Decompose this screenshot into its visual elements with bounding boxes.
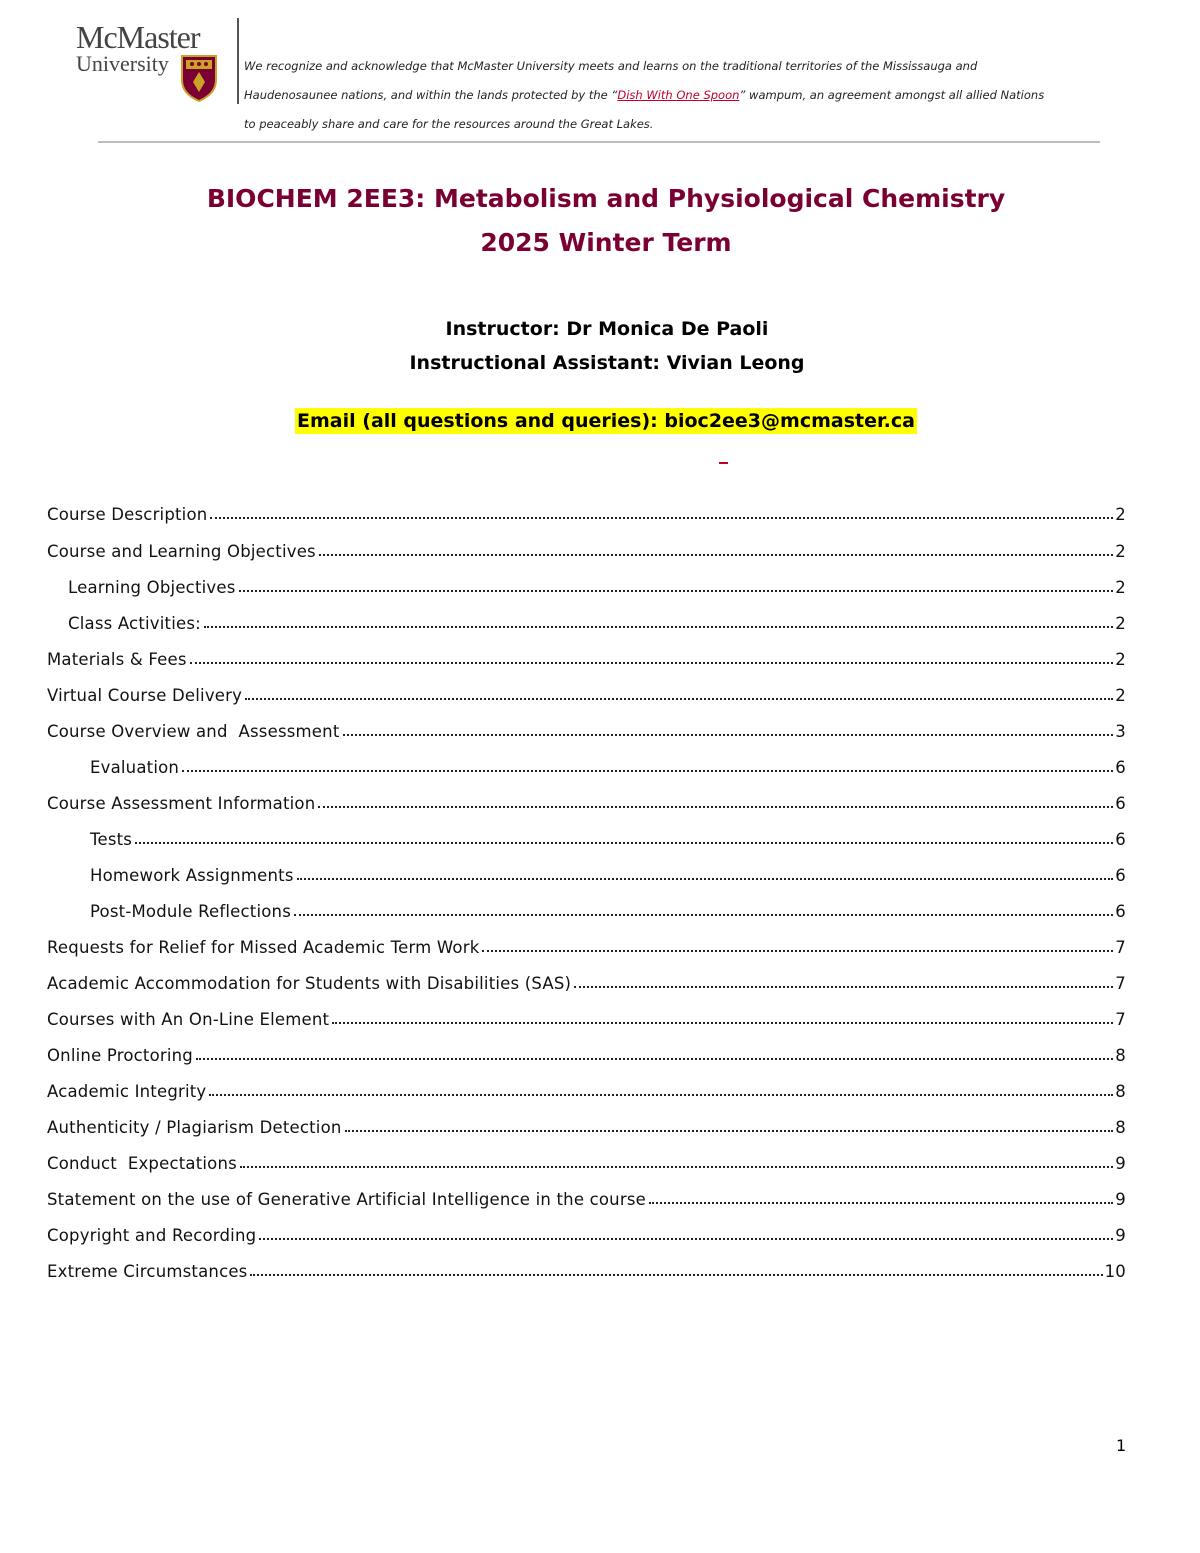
toc-entry[interactable] bbox=[47, 645, 1126, 669]
toc-entry-label: Academic Accommodation for Students with Disabilities (SAS) bbox=[47, 974, 572, 993]
toc-leader-dots bbox=[294, 914, 1113, 916]
toc-entry-page: 2 bbox=[1115, 614, 1126, 633]
toc-entry[interactable] bbox=[90, 753, 1126, 777]
toc-leader-dots bbox=[343, 734, 1114, 736]
toc-entry-page: 3 bbox=[1115, 722, 1126, 741]
ack-line-2 bbox=[244, 81, 1124, 110]
toc-leader-dots bbox=[210, 517, 1113, 519]
dish-with-one-spoon-link[interactable]: Dish With One Spoon bbox=[617, 88, 740, 102]
toc-entry-page: 6 bbox=[1115, 830, 1126, 849]
toc-leader-dots bbox=[574, 986, 1113, 988]
page-number: 1 bbox=[1116, 1436, 1127, 1455]
toc-entry[interactable] bbox=[47, 500, 1126, 524]
toc-entry[interactable] bbox=[47, 1185, 1126, 1209]
toc-entry-label: Class Activities: bbox=[68, 614, 201, 633]
toc-entry[interactable] bbox=[68, 573, 1126, 597]
toc-entry-page: 2 bbox=[1115, 686, 1126, 705]
toc-entry[interactable] bbox=[47, 1041, 1126, 1065]
toc-entry-label: Course Overview and Assessment bbox=[47, 722, 340, 741]
toc-entry-page: 8 bbox=[1115, 1118, 1126, 1137]
toc-entry[interactable] bbox=[47, 1149, 1126, 1173]
ack-line-1: We recognize and acknowledge that McMaster University meets and learns on the traditional territories of the Mississauga and bbox=[244, 59, 978, 73]
toc-entry[interactable] bbox=[47, 1113, 1126, 1137]
toc-entry-label: Course Assessment Information bbox=[47, 794, 316, 813]
toc-leader-dots bbox=[345, 1130, 1114, 1132]
toc-leader-dots bbox=[190, 662, 1114, 664]
toc-entry[interactable] bbox=[90, 861, 1126, 885]
toc-entry-label: Homework Assignments bbox=[90, 866, 294, 885]
toc-entry-page: 10 bbox=[1104, 1262, 1126, 1281]
toc-entry-label: Statement on the use of Generative Artificial Intelligence in the course bbox=[47, 1190, 646, 1209]
toc-entry-page: 2 bbox=[1115, 650, 1126, 669]
crest-icon bbox=[180, 54, 218, 102]
toc-leader-dots bbox=[319, 554, 1113, 556]
toc-entry-label: Virtual Course Delivery bbox=[47, 686, 243, 705]
instructor: Instructor: Dr Monica De Paoli bbox=[445, 318, 769, 340]
toc-entry[interactable] bbox=[47, 933, 1126, 957]
toc-entry-label: Academic Integrity bbox=[47, 1082, 207, 1101]
mcmaster-logo bbox=[76, 20, 226, 106]
course-title: BIOCHEM 2EE3: Metabolism and Physiological Chemistry bbox=[206, 184, 1006, 213]
toc-entry-page: 7 bbox=[1115, 938, 1126, 957]
ack-line-2-end: ” wampum, an agreement amongst all allied Nations bbox=[739, 88, 1045, 102]
toc-entry-page: 8 bbox=[1115, 1082, 1126, 1101]
toc-entry-page: 7 bbox=[1115, 1010, 1126, 1029]
toc-entry[interactable] bbox=[47, 1257, 1126, 1281]
toc-entry-page: 6 bbox=[1115, 866, 1126, 885]
toc-entry[interactable] bbox=[47, 789, 1126, 813]
toc-entry-page: 2 bbox=[1115, 542, 1126, 561]
ack-line-2-start: Haudenosaunee nations, and within the lands protected by the “ bbox=[244, 88, 618, 102]
toc-entry-label: Post-Module Reflections bbox=[90, 902, 292, 921]
logo-wordmark-bottom: University bbox=[76, 51, 169, 76]
toc-entry[interactable] bbox=[90, 897, 1126, 921]
toc-entry[interactable] bbox=[47, 969, 1126, 993]
toc-leader-dots bbox=[482, 950, 1113, 952]
toc-leader-dots bbox=[297, 878, 1114, 880]
header-rule bbox=[98, 141, 1100, 143]
page-header bbox=[0, 0, 1200, 150]
toc-entry-label: Online Proctoring bbox=[47, 1046, 193, 1065]
toc-entry-page: 9 bbox=[1115, 1190, 1126, 1209]
toc-entry-page: 8 bbox=[1115, 1046, 1126, 1065]
logo-wordmark-top: McMaster bbox=[76, 19, 200, 55]
header-divider bbox=[237, 18, 239, 104]
toc-entry[interactable] bbox=[47, 1221, 1126, 1245]
toc-entry-page: 7 bbox=[1115, 974, 1126, 993]
instructional-assistant: Instructional Assistant: Vivian Leong bbox=[409, 352, 805, 374]
ack-line-3: to peaceably share and care for the resources around the Great Lakes. bbox=[244, 117, 654, 131]
toc-leader-dots bbox=[196, 1058, 1113, 1060]
red-dash-mark bbox=[719, 462, 728, 464]
toc-entry[interactable] bbox=[68, 609, 1126, 633]
toc-entry-page: 6 bbox=[1115, 758, 1126, 777]
toc-entry[interactable] bbox=[90, 825, 1126, 849]
toc-entry[interactable] bbox=[47, 681, 1126, 705]
toc-entry-label: Courses with An On-Line Element bbox=[47, 1010, 330, 1029]
toc-entry-label: Requests for Relief for Missed Academic Term Work bbox=[47, 938, 480, 957]
toc-leader-dots bbox=[182, 770, 1113, 772]
toc-leader-dots bbox=[250, 1274, 1102, 1276]
toc-entry-page: 6 bbox=[1115, 794, 1126, 813]
toc-entry-label: Course and Learning Objectives bbox=[47, 542, 316, 561]
toc-entry[interactable] bbox=[47, 717, 1126, 741]
toc-leader-dots bbox=[204, 626, 1113, 628]
toc-entry-label: Tests bbox=[90, 830, 133, 849]
toc-leader-dots bbox=[649, 1202, 1113, 1204]
toc-entry-page: 2 bbox=[1115, 578, 1126, 597]
toc-entry-label: Learning Objectives bbox=[68, 578, 236, 597]
toc-leader-dots bbox=[318, 806, 1113, 808]
email-line bbox=[0, 410, 1200, 432]
toc-entry[interactable] bbox=[47, 537, 1126, 561]
toc-leader-dots bbox=[332, 1022, 1113, 1024]
toc-entry-label: Extreme Circumstances bbox=[47, 1262, 248, 1281]
toc-entry-label: Conduct Expectations bbox=[47, 1154, 237, 1173]
toc-entry-label: Evaluation bbox=[90, 758, 180, 777]
toc-entry[interactable] bbox=[47, 1005, 1126, 1029]
toc-entry-label: Materials & Fees bbox=[47, 650, 187, 669]
toc-entry-page: 2 bbox=[1115, 505, 1126, 524]
toc-leader-dots bbox=[135, 842, 1113, 844]
land-acknowledgement bbox=[244, 52, 1124, 139]
toc-entry-label: Course Description bbox=[47, 505, 208, 524]
toc-leader-dots bbox=[245, 698, 1113, 700]
toc-entry-page: 9 bbox=[1115, 1226, 1126, 1245]
toc-entry-page: 9 bbox=[1115, 1154, 1126, 1173]
toc-leader-dots bbox=[239, 590, 1114, 592]
toc-entry-page: 6 bbox=[1115, 902, 1126, 921]
toc-entry-label: Copyright and Recording bbox=[47, 1226, 257, 1245]
course-email[interactable]: Email (all questions and queries): bioc2ee3@mcmaster.ca bbox=[297, 410, 915, 432]
toc-leader-dots bbox=[240, 1166, 1113, 1168]
toc-entry[interactable] bbox=[47, 1077, 1126, 1101]
course-term: 2025 Winter Term bbox=[480, 228, 732, 257]
toc-leader-dots bbox=[259, 1238, 1113, 1240]
toc-entry-label: Authenticity / Plagiarism Detection bbox=[47, 1118, 342, 1137]
toc-leader-dots bbox=[209, 1094, 1113, 1096]
